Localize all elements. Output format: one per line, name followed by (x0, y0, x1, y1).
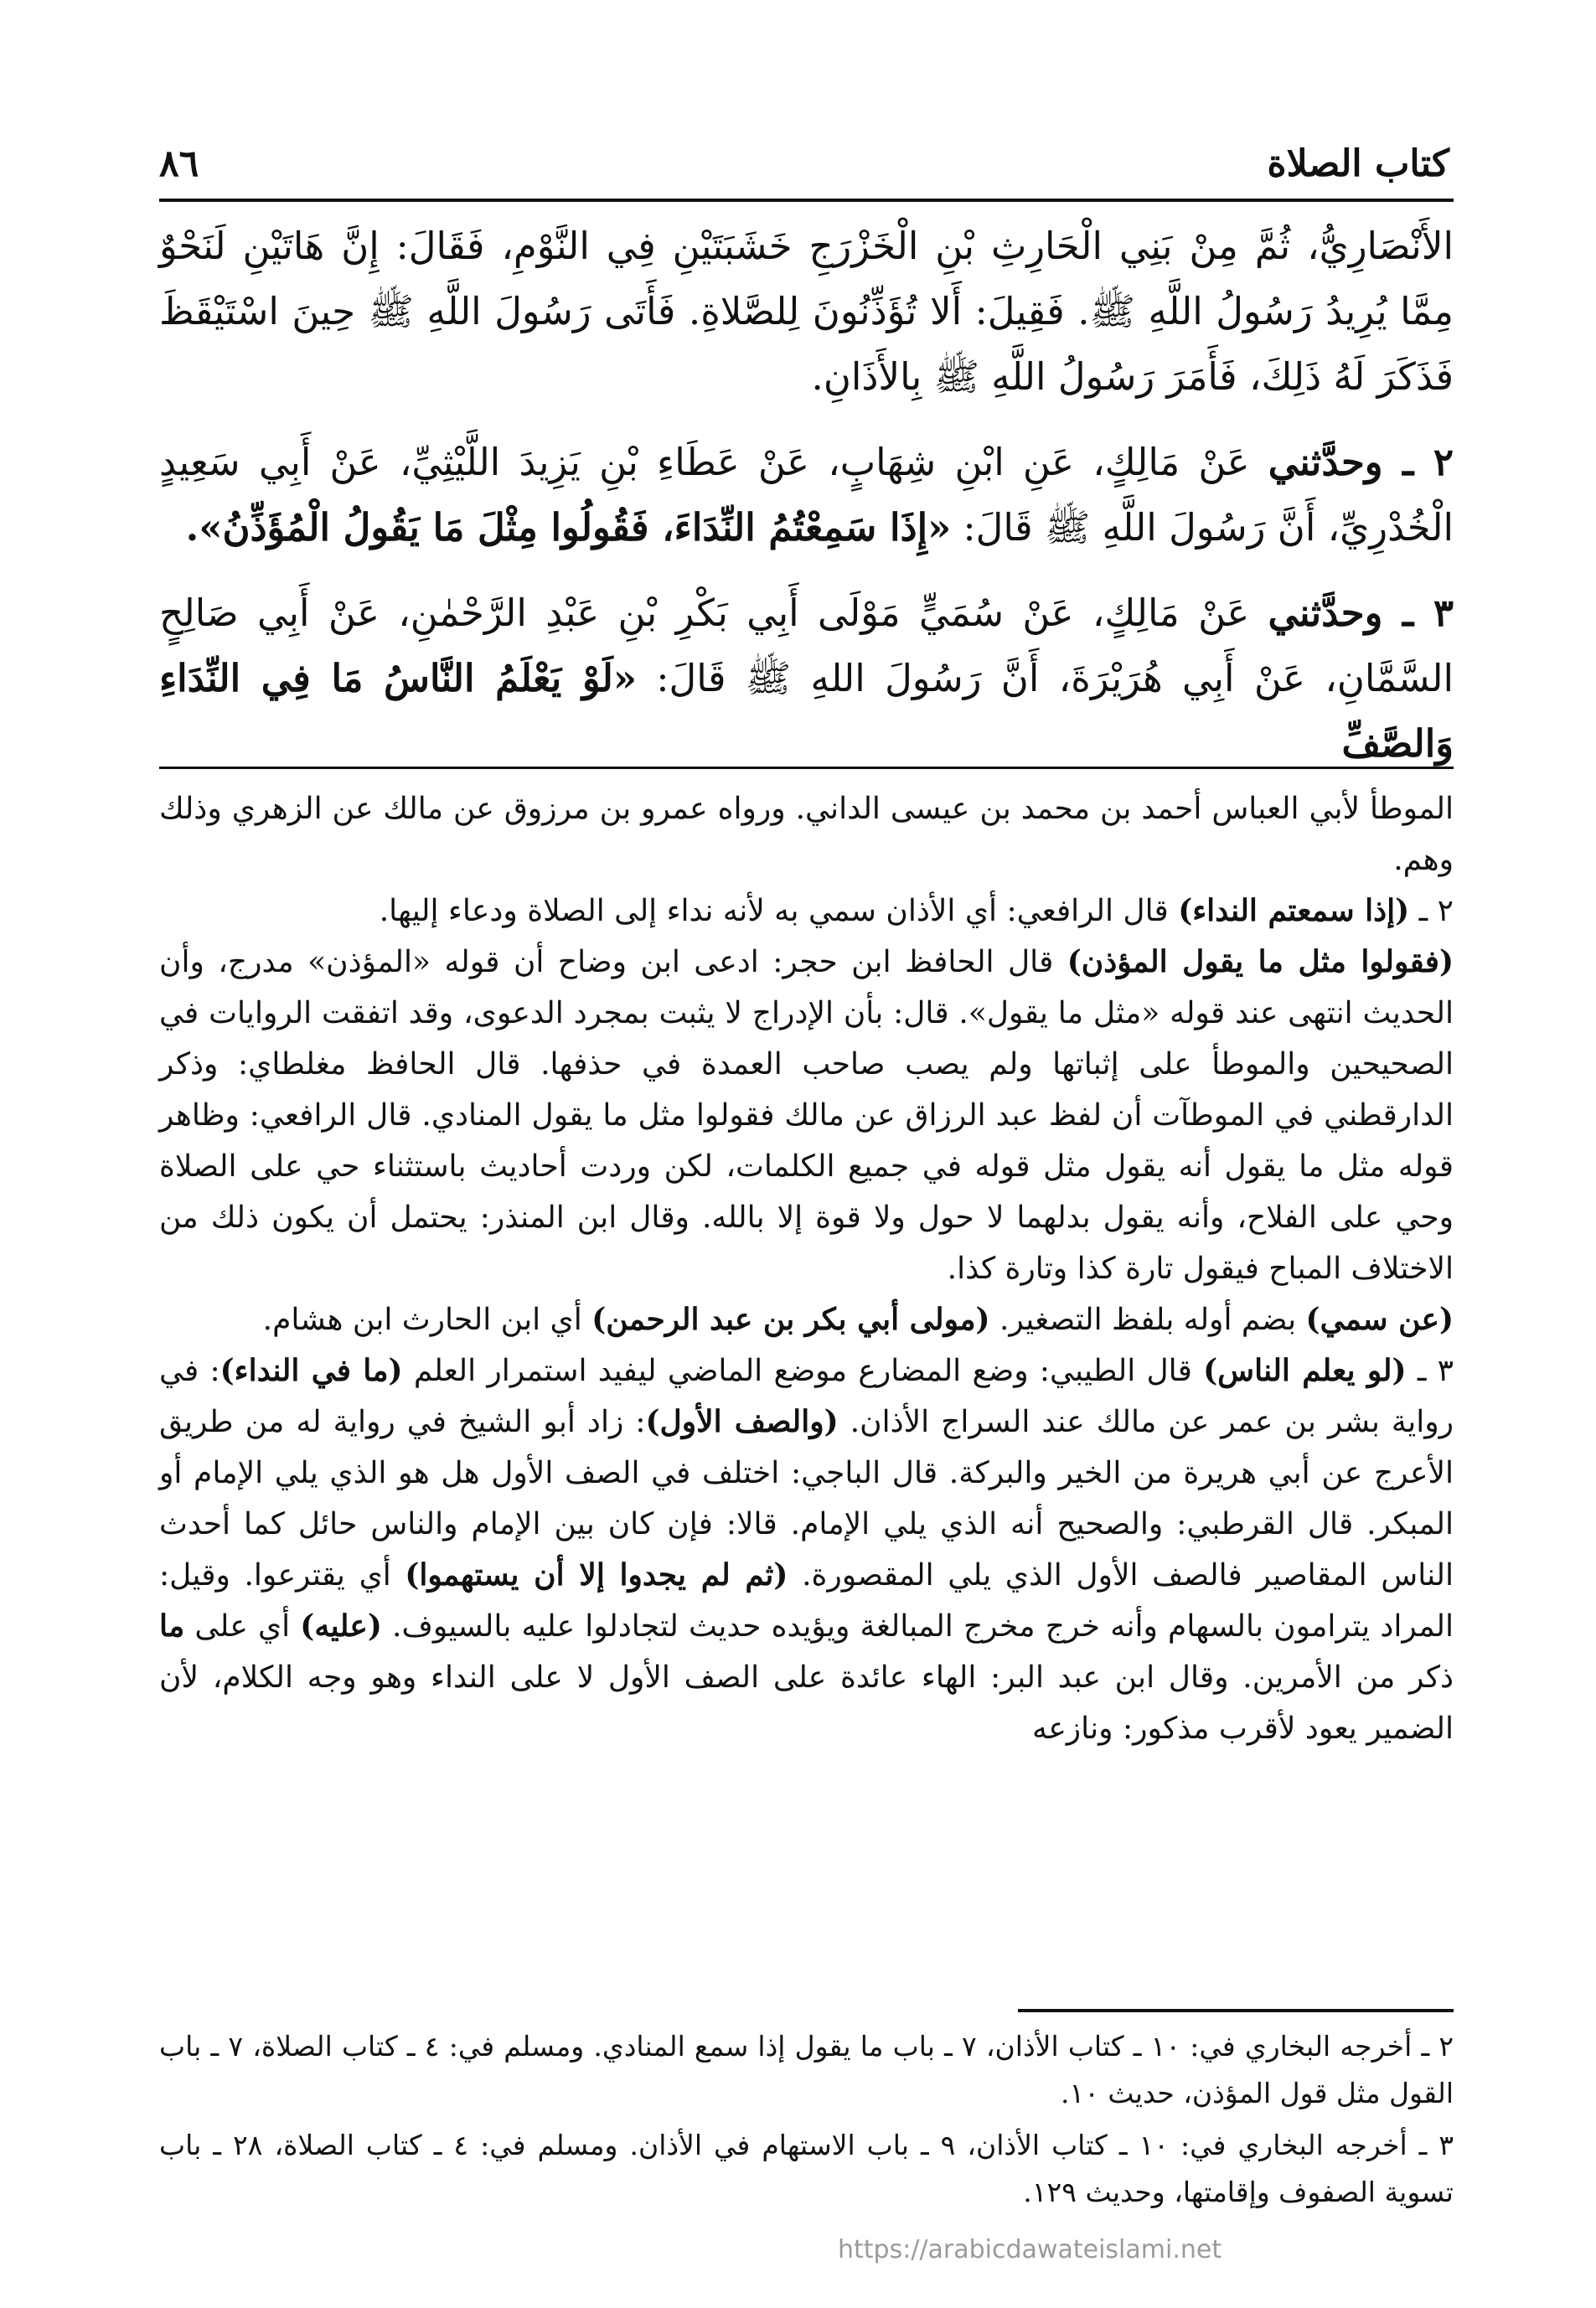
page-header (159, 134, 1449, 201)
hadith-quote: «لَوْ يَعْلَمُ النَّاسُ مَا فِي النِّدَاءِ وَالصَّفِّ (159, 656, 1454, 766)
footnote-divider (1018, 2009, 1454, 2012)
commentary-keyword: (مولى أبي بكر بن عبد الرحمن) (591, 1302, 990, 1337)
watermark-url: https://arabicdawateislami.net (838, 2235, 1222, 2264)
commentary-keyword: ما (159, 1608, 185, 1644)
commentary-number: ٢ ـ (1409, 894, 1454, 928)
commentary-text: قال الطيبي: وضع المضارع موضع الماضي ليفيد استمرار العلم (402, 1354, 1204, 1388)
commentary-text: ذكر من الأمرين. وقال ابن عبد البر: الهاء عائدة على الصف الأول لا على النداء وهو وجه الكلام، لأن الضمير يعود لأقرب مذكور: ونازعه (159, 1660, 1454, 1746)
commentary-keyword: (فقولوا مثل ما يقول المؤذن) (1067, 944, 1454, 979)
commentary-text: الموطأ لأبي العباس أحمد بن محمد بن عيسى الداني. ورواه عمرو بن مرزوق عن مالك عن الزهري وذلك وهم. (159, 792, 1454, 877)
hadith-paragraph (159, 581, 1454, 777)
narration-lead: وحدَّثني (1268, 440, 1383, 484)
commentary-text: بضم أوله بلفظ التصغير. (989, 1303, 1306, 1337)
hadith-number: ٢ ـ (1382, 440, 1454, 484)
commentary-text: أي يقترعوا. وقيل: المراد يترامون بالسهام وأنه خرج مخرج المبالغة ويؤيده حديث لتجادلوا عليه بالسيوف. (159, 1558, 1454, 1644)
footnote: ٣ ـ أخرجه البخاري في: ١٠ ـ كتاب الأذان، ٩ ـ باب الاستهام في الأذان. ومسلم في: ٤ ـ كتاب الصلاة، ٢٨ ـ باب تسوية الصفوف وإقامتها، وحديث ١٢٩. (159, 2129, 1454, 2208)
commentary-number: ٣ ـ (1406, 1354, 1454, 1388)
commentary-keyword: (لو يعلم الناس) (1203, 1353, 1407, 1388)
footnote: ٢ ـ أخرجه البخاري في: ١٠ ـ كتاب الأذان، ٧ ـ باب ما يقول إذا سمع المنادي. ومسلم في: ٤ ـ كتاب الصلاة، ٧ ـ باب القول مثل قول المؤذن، حديث ١٠. (159, 2030, 1454, 2109)
hadith-quote: «إِذَا سَمِعْتُمُ النِّدَاءَ، فَقُولُوا مِثْلَ مَا يَقُولُ الْمُؤَذِّنُ». (185, 505, 952, 550)
hadith-number: ٣ ـ (1382, 591, 1454, 635)
hadith-paragraph (159, 214, 1454, 410)
commentary-text: أي على (184, 1609, 301, 1644)
commentary-keyword: (ثم لم يجدوا إلا أن يستهموا) (405, 1557, 788, 1593)
commentary-text: : زاد أبو الشيخ في رواية له من طريق الأعرج عن أبي هريرة من الخير والبركة. قال الباجي: اختلف في الصف الأول هل هو الذي يلي الإمام أو المبكر. قال القرطبي: والصحيح أنه الذي يلي الإمام. قالا: فإن كان بين الإمام والناس حائل كما أحدث الناس المقاصير فالصف الأول الذي يلي المقصورة. (159, 1405, 1454, 1593)
narration-lead: وحدَّثني (1268, 591, 1383, 635)
section-divider (159, 767, 1454, 769)
chapter-title: كتاب الصلاة (1267, 142, 1449, 185)
hadith-text-1: الأَنْصَارِيُّ، ثُمَّ مِنْ بَنِي الْحَارِثِ بْنِ الْخَزْرَجِ خَشَبَتَيْنِ فِي النَّوْمِ، فَقَالَ: إِنَّ هَاتَيْنِ لَنَحْوٌ مِمَّا يُرِيدُ رَسُولُ اللَّهِ ﷺ. فَقِيلَ: أَلا تُؤَذِّنُونَ لِلصَّلاةِ. فَأَتَى رَسُولَ اللَّهِ ﷺ حِينَ اسْتَيْقَظَ فَذَكَرَ لَهُ ذَلِكَ، فَأَمَرَ رَسُولُ اللَّهِ ﷺ بِالأَذَانِ. (159, 224, 1454, 399)
commentary (159, 783, 1454, 1754)
commentary-paragraph (159, 783, 1454, 886)
commentary-keyword: (عن سمي) (1305, 1302, 1454, 1337)
commentary-keyword: (ما في النداء) (220, 1353, 403, 1388)
footnotes (159, 2023, 1454, 2221)
commentary-text: قال الحافظ ابن حجر: ادعى ابن وضاح أن قوله «المؤذن» مدرج، وأن الحديث انتهى عند قوله «مثل ما يقول». قال: بأن الإدراج لا يثبت بمجرد الدعوى، وقد اتفقت الروايات في الصحيحين والموطأ على إثباتها ولم يصب صاحب العمدة في حذفها. قال الحافظ مغلطاي: وذكر الدارقطني في الموطآت أن لفظ عبد الرزاق عن مالك فقولوا مثل ما يقول المنادي. قال الرافعي: وظاهر قوله مثل ما يقول أنه يقول مثل قوله في جميع الكلمات، لكن وردت أحاديث باستثناء حي على الصلاة وحي على الفلاح، وأنه يقول بدلهما لا حول ولا قوة إلا بالله. وقال ابن المنذر: يحتمل أن يكون ذلك من الاختلاف المباح فيقول تارة كذا وتارة كذا. (159, 945, 1454, 1286)
commentary-text: قال الرافعي: أي الأذان سمي به لأنه نداء إلى الصلاة ودعاء إليها. (379, 894, 1179, 928)
commentary-keyword: (عليه) (300, 1608, 382, 1644)
header-divider (159, 199, 1454, 202)
isnad-text: عَنْ مَالِكٍ، عَنْ سُمَيٍّ مَوْلَى أَبِي بَكْرِ بْنِ عَبْدِ الرَّحْمٰنِ، عَنْ أَبِي صَالِحٍ السَّمَّانِ، عَنْ أَبِي هُرَيْرَةَ، أَنَّ رَسُولَ اللهِ ﷺ قَالَ: (159, 591, 1454, 700)
commentary-text: أي ابن الحارث ابن هشام. (262, 1303, 592, 1337)
commentary-paragraph (159, 886, 1454, 937)
commentary-text: : في رواية بشر بن عمر عن مالك عند السراج الأذان. (159, 1354, 1454, 1439)
commentary-keyword: (إذا سمعتم النداء) (1178, 893, 1410, 928)
commentary-paragraph (159, 1294, 1454, 1345)
hadith-text (159, 214, 1454, 797)
commentary-paragraph (159, 937, 1454, 1294)
commentary-paragraph (159, 1345, 1454, 1754)
isnad-text: عَنْ مَالِكٍ، عَنِ ابْنِ شِهَابٍ، عَنْ عَطَاءِ بْنِ يَزِيدَ اللَّيْثِيِّ، عَنْ أَبِي سَعِيدٍ الْخُدْرِيِّ، أَنَّ رَسُولَ اللَّهِ ﷺ قَالَ: (159, 440, 1454, 550)
hadith-paragraph (159, 430, 1454, 560)
page-number: ٨٦ (159, 142, 199, 185)
commentary-keyword: (والصف الأول) (645, 1404, 839, 1439)
